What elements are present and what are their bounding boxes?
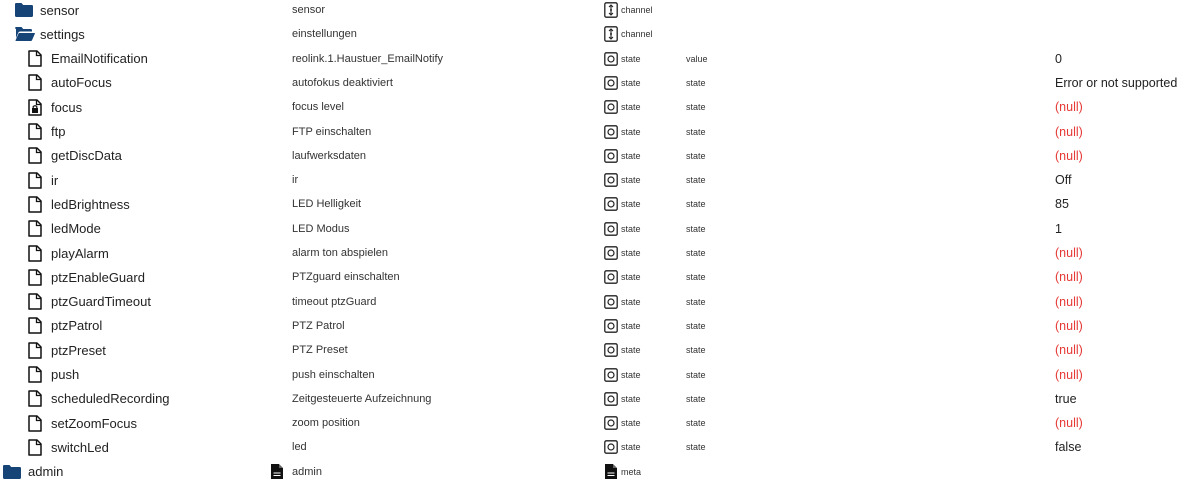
file-icon bbox=[28, 120, 42, 144]
object-description: laufwerksdaten bbox=[292, 149, 366, 162]
object-value[interactable]: false bbox=[1055, 440, 1082, 455]
file-icon bbox=[28, 144, 42, 168]
file-icon bbox=[28, 47, 42, 71]
object-role: state bbox=[686, 248, 706, 258]
object-description: LED Helligkeit bbox=[292, 198, 362, 211]
object-value[interactable]: (null) bbox=[1055, 246, 1083, 260]
object-type: state bbox=[621, 77, 641, 88]
object-role: state bbox=[686, 442, 706, 453]
object-value[interactable]: 85 bbox=[1055, 197, 1069, 212]
channel-icon bbox=[604, 0, 618, 22]
meta-icon bbox=[270, 460, 284, 484]
tree-row-settings[interactable] bbox=[0, 22, 1200, 46]
object-value[interactable]: (null) bbox=[1055, 416, 1083, 431]
object-type: state bbox=[621, 296, 641, 307]
object-value[interactable]: (null) bbox=[1055, 124, 1083, 139]
tree-row-ledBrightness[interactable] bbox=[0, 192, 1200, 216]
object-type: state bbox=[621, 102, 641, 113]
object-type: state bbox=[621, 126, 641, 137]
file-lock-icon bbox=[28, 95, 42, 119]
file-icon bbox=[28, 290, 42, 314]
tree-row-focus[interactable] bbox=[0, 95, 1200, 119]
file-icon bbox=[28, 387, 42, 411]
tree-row-ptzPreset[interactable] bbox=[0, 338, 1200, 362]
object-role: state bbox=[686, 199, 706, 210]
state-icon bbox=[604, 363, 618, 387]
object-value[interactable]: true bbox=[1055, 391, 1077, 406]
object-description: LED Modus bbox=[292, 222, 350, 235]
file-icon bbox=[28, 192, 42, 216]
object-value[interactable]: (null) bbox=[1055, 343, 1083, 358]
tree-row-scheduledRecording[interactable] bbox=[0, 387, 1200, 411]
object-description: Zeitgesteuerte Aufzeichnung bbox=[292, 392, 432, 405]
folder-icon[interactable] bbox=[3, 460, 21, 484]
tree-row-autoFocus[interactable] bbox=[0, 71, 1200, 95]
state-icon bbox=[604, 192, 618, 216]
file-icon bbox=[28, 71, 42, 95]
object-description: FTP einschalten bbox=[292, 125, 372, 138]
object-role: state bbox=[686, 175, 706, 186]
object-role: state bbox=[686, 272, 706, 283]
object-role: state bbox=[686, 345, 706, 356]
state-icon bbox=[604, 241, 618, 265]
object-type: state bbox=[621, 248, 641, 258]
object-name[interactable]: switchLed bbox=[51, 439, 109, 455]
file-icon bbox=[28, 314, 42, 338]
object-type: channel bbox=[621, 5, 653, 15]
object-value[interactable]: (null) bbox=[1055, 367, 1083, 382]
object-description: alarm ton abspielen bbox=[292, 247, 389, 259]
object-type: state bbox=[621, 320, 641, 331]
state-icon bbox=[604, 314, 618, 338]
file-icon bbox=[28, 338, 42, 362]
object-name[interactable]: push bbox=[51, 367, 80, 382]
state-icon bbox=[604, 47, 618, 71]
object-type: state bbox=[621, 345, 641, 356]
object-type: channel bbox=[621, 29, 653, 40]
object-value[interactable]: 1 bbox=[1055, 221, 1062, 236]
state-icon bbox=[604, 95, 618, 119]
object-type: state bbox=[621, 393, 641, 404]
object-description: zoom position bbox=[292, 417, 360, 430]
tree-row-ptzGuardTimeout[interactable] bbox=[0, 290, 1200, 314]
tree-row-admin[interactable] bbox=[0, 460, 1200, 484]
state-icon bbox=[604, 435, 618, 459]
tree-row-switchLed[interactable] bbox=[0, 435, 1200, 459]
object-value[interactable]: Off bbox=[1055, 173, 1072, 188]
state-icon bbox=[604, 168, 618, 192]
object-role: state bbox=[686, 150, 706, 161]
state-icon bbox=[604, 387, 618, 411]
state-icon bbox=[604, 411, 618, 435]
tree-row-getDiscData[interactable] bbox=[0, 144, 1200, 168]
object-description: PTZ Preset bbox=[292, 344, 348, 357]
file-icon bbox=[28, 241, 42, 265]
object-value[interactable]: (null) bbox=[1055, 270, 1083, 285]
object-name[interactable]: ledMode bbox=[51, 221, 101, 237]
object-description: PTZ Patrol bbox=[292, 319, 345, 332]
object-role: state bbox=[686, 77, 706, 88]
object-role: state bbox=[686, 296, 706, 307]
state-icon bbox=[604, 338, 618, 362]
object-description: reolink.1.Haustuer_EmailNotify bbox=[292, 52, 444, 65]
tree-row-ledMode[interactable] bbox=[0, 217, 1200, 241]
channel-icon bbox=[604, 22, 618, 46]
tree-row-ptzEnableGuard[interactable] bbox=[0, 265, 1200, 289]
object-value[interactable]: Error or not supported bbox=[1055, 75, 1178, 90]
object-name[interactable]: getDiscData bbox=[51, 148, 122, 164]
object-description: push einschalten bbox=[292, 368, 375, 381]
object-type: state bbox=[621, 369, 641, 380]
object-description: led bbox=[292, 441, 307, 454]
object-role: state bbox=[686, 393, 706, 404]
tree-row-ptzPatrol[interactable] bbox=[0, 314, 1200, 338]
object-type: state bbox=[621, 223, 641, 234]
object-name[interactable]: ptzGuardTimeout bbox=[51, 294, 151, 310]
tree-row-sensor[interactable] bbox=[0, 0, 1200, 22]
state-icon bbox=[604, 217, 618, 241]
object-name[interactable]: focus bbox=[51, 99, 83, 115]
state-icon bbox=[604, 120, 618, 144]
object-value[interactable]: 0 bbox=[1055, 51, 1062, 66]
object-type: meta bbox=[621, 466, 642, 477]
object-name[interactable]: setZoomFocus bbox=[51, 415, 137, 431]
object-name[interactable]: ftp bbox=[51, 124, 66, 139]
file-icon bbox=[28, 363, 42, 387]
object-description: autofokus deaktiviert bbox=[292, 76, 393, 89]
object-role: state bbox=[686, 320, 706, 331]
state-icon bbox=[604, 290, 618, 314]
object-description: einstellungen bbox=[292, 28, 357, 41]
object-description: admin bbox=[292, 465, 322, 478]
object-name[interactable]: playAlarm bbox=[51, 245, 109, 261]
object-value[interactable]: (null) bbox=[1055, 148, 1083, 163]
state-icon bbox=[604, 144, 618, 168]
file-icon bbox=[28, 217, 42, 241]
object-name[interactable]: ptzPreset bbox=[51, 342, 106, 358]
object-name[interactable]: autoFocus bbox=[51, 75, 112, 91]
object-description: sensor bbox=[292, 4, 326, 16]
object-name[interactable]: ptzPatrol bbox=[51, 318, 103, 334]
object-role: state bbox=[686, 126, 706, 137]
object-type: state bbox=[621, 199, 641, 210]
object-description: PTZguard einschalten bbox=[292, 271, 400, 284]
meta-icon bbox=[604, 460, 618, 484]
object-description: timeout ptzGuard bbox=[292, 295, 377, 308]
file-icon bbox=[28, 265, 42, 289]
object-role: state bbox=[686, 369, 706, 380]
object-value[interactable]: (null) bbox=[1055, 318, 1083, 333]
object-description: ir bbox=[292, 174, 299, 187]
object-name[interactable]: ir bbox=[51, 172, 59, 188]
object-type: state bbox=[621, 175, 641, 186]
object-value[interactable]: (null) bbox=[1055, 100, 1083, 115]
file-icon bbox=[28, 411, 42, 435]
file-icon bbox=[28, 435, 42, 459]
object-name[interactable]: settings bbox=[40, 26, 85, 42]
tree-row-setZoomFocus[interactable] bbox=[0, 411, 1200, 435]
folder-icon[interactable] bbox=[15, 0, 33, 22]
object-role: state bbox=[686, 418, 706, 429]
object-type: state bbox=[621, 442, 641, 453]
object-role: state bbox=[686, 223, 706, 234]
object-type: state bbox=[621, 418, 641, 429]
object-name[interactable]: EmailNotification bbox=[51, 51, 148, 67]
state-icon bbox=[604, 71, 618, 95]
object-value[interactable]: (null) bbox=[1055, 294, 1083, 309]
object-type: state bbox=[621, 150, 641, 161]
folder-open-icon[interactable] bbox=[15, 22, 35, 46]
tree-row-EmailNotification[interactable] bbox=[0, 47, 1200, 71]
object-name[interactable]: ptzEnableGuard bbox=[51, 269, 145, 285]
tree-row-push[interactable] bbox=[0, 363, 1200, 387]
object-role: value bbox=[686, 53, 708, 64]
object-name[interactable]: sensor bbox=[40, 2, 80, 18]
tree-row-playAlarm[interactable] bbox=[0, 241, 1200, 265]
object-type: state bbox=[621, 272, 641, 283]
object-type: state bbox=[621, 53, 641, 64]
state-icon bbox=[604, 265, 618, 289]
file-icon bbox=[28, 168, 42, 192]
object-name[interactable]: admin bbox=[28, 464, 64, 480]
tree-row-ir[interactable] bbox=[0, 168, 1200, 192]
object-name[interactable]: scheduledRecording bbox=[51, 391, 170, 407]
object-description: focus level bbox=[292, 101, 344, 114]
tree-row-ftp[interactable] bbox=[0, 120, 1200, 144]
object-role: state bbox=[686, 102, 706, 113]
object-name[interactable]: ledBrightness bbox=[51, 196, 130, 212]
